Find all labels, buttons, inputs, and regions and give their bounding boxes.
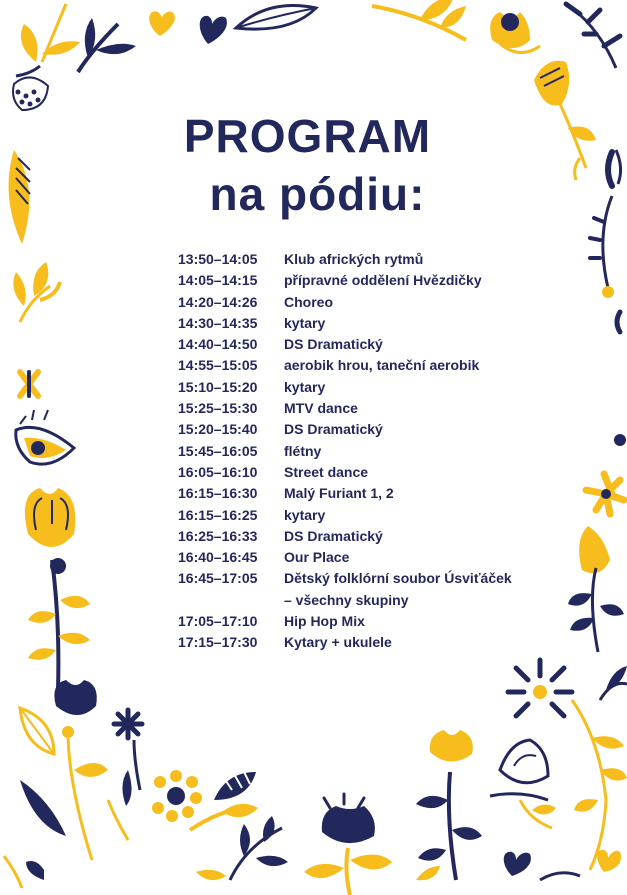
schedule-row	[178, 505, 538, 526]
schedule-act-line: Kytary + ukulele	[284, 634, 392, 651]
schedule-act	[284, 398, 538, 419]
schedule-time: 16:40–16:45	[178, 549, 258, 566]
schedule-act	[284, 334, 538, 355]
schedule-act-line: Dětský folklórní soubor Úsviťáček	[284, 570, 512, 587]
schedule-row	[178, 292, 538, 313]
schedule-act-line: Our Place	[284, 549, 350, 566]
schedule-time: 16:15–16:25	[178, 506, 258, 523]
schedule-time: 17:05–17:10	[178, 613, 258, 630]
schedule-time: 14:20–14:26	[178, 293, 258, 310]
schedule-act-line: – všechny skupiny	[284, 591, 409, 608]
navy-branch-icon	[78, 18, 136, 72]
schedule-act	[284, 505, 538, 526]
schedule-act	[284, 632, 538, 653]
navy-dot-icon	[614, 434, 626, 446]
schedule-row	[178, 568, 538, 611]
schedule-time: 14:40–14:50	[178, 336, 258, 353]
left-small-x-flower-icon	[20, 372, 38, 396]
schedule-row	[178, 249, 538, 270]
schedule-act	[284, 526, 538, 547]
schedule-row	[178, 355, 538, 376]
schedule-act-line: DS Dramatický	[284, 336, 383, 353]
bottom-left-navy-leaf-icon	[4, 780, 66, 888]
schedule-act	[284, 377, 538, 398]
schedule-act	[284, 568, 538, 611]
schedule-act	[284, 419, 538, 440]
schedule-act-line: Klub afrických rytmů	[284, 251, 424, 267]
bottom-left-outline-leaf-icon	[20, 708, 54, 754]
schedule-row	[178, 526, 538, 547]
schedule-row	[178, 377, 538, 398]
bottom-right-starburst-icon	[508, 660, 572, 716]
schedule-time: 16:15–16:30	[178, 485, 258, 502]
bottom-left-navy-branch-icon	[108, 740, 140, 840]
left-large-tulip-icon	[25, 488, 90, 690]
bottom-right-hearts-icon	[416, 850, 621, 880]
schedule-act-line: aerobik hrou, taneční aerobik	[284, 357, 480, 374]
schedule-act	[284, 355, 538, 376]
schedule-row	[178, 398, 538, 419]
bottom-left-small-navy-flower-icon	[114, 710, 142, 738]
schedule-act-line: MTV dance	[284, 400, 358, 417]
schedule-row	[178, 441, 538, 462]
schedule-act-line: Choreo	[284, 293, 333, 310]
schedule-time: 16:25–16:33	[178, 527, 258, 544]
schedule-row	[178, 270, 538, 291]
schedule-time: 13:50–14:05	[178, 251, 258, 267]
schedule-row	[178, 547, 538, 568]
schedule-time: 15:45–16:05	[178, 442, 258, 459]
navy-outline-leaf-icon	[236, 6, 316, 30]
schedule-row	[178, 334, 538, 355]
schedule-act	[284, 547, 538, 568]
schedule-row	[178, 462, 538, 483]
schedule-row	[178, 483, 538, 504]
yellow-heart-icon	[149, 11, 175, 36]
schedule-time: 14:55–15:05	[178, 357, 258, 374]
page-title: PROGRAM	[183, 110, 432, 162]
schedule-row	[178, 632, 538, 653]
schedule-act	[284, 462, 538, 483]
schedule-row	[178, 419, 538, 440]
schedule-act-line: kytary	[284, 378, 326, 395]
top-right-flower-icon	[490, 12, 540, 53]
schedule-time: 15:20–15:40	[178, 421, 258, 438]
schedule-act-line: Street dance	[284, 463, 369, 480]
right-yellow-star-flower-icon	[586, 474, 624, 514]
schedule-act	[284, 611, 538, 632]
schedule-act	[284, 249, 538, 270]
page-subtitle: na pódiu:	[209, 168, 426, 220]
schedule-time: 14:30–14:35	[178, 314, 258, 331]
schedule-row	[178, 313, 538, 334]
left-yellow-sprig-icon	[13, 262, 60, 322]
right-tulip-branch-icon	[568, 526, 624, 652]
bottom-navy-sprig-icon	[196, 816, 288, 880]
schedule-time: 16:05–16:10	[178, 463, 258, 480]
left-eye-flower-icon	[16, 410, 74, 464]
schedule-act	[284, 292, 538, 313]
navy-heart-icon	[200, 16, 227, 44]
schedule-act	[284, 483, 538, 504]
schedule-time: 15:25–15:30	[178, 400, 258, 417]
schedule-act	[284, 270, 538, 291]
program-schedule	[178, 249, 538, 654]
schedule-time: 16:45–17:05	[178, 570, 258, 587]
schedule-act	[284, 313, 538, 334]
top-right-branch-icon	[372, 0, 466, 40]
bottom-right-yellow-branch-icon	[572, 666, 627, 870]
schedule-act-line: kytary	[284, 506, 326, 523]
schedule-act-line: DS Dramatický	[284, 421, 383, 438]
bottom-center-flower-icon	[304, 794, 392, 895]
schedule-act	[284, 441, 538, 462]
schedule-time: 15:10–15:20	[178, 378, 258, 395]
navy-fern-icon	[566, 4, 620, 68]
schedule-time: 14:05–14:15	[178, 272, 258, 289]
bottom-center-ring-flower-icon	[152, 770, 202, 822]
schedule-act-line: flétny	[284, 442, 322, 459]
bottom-right-outline-flower-icon	[490, 740, 556, 828]
schedule-act-line: kytary	[284, 314, 326, 331]
schedule-act-line: Hip Hop Mix	[284, 613, 365, 630]
schedule-row	[178, 611, 538, 632]
top-left-leaf-branch-icon	[13, 4, 80, 110]
schedule-act-line: Malý Furiant 1, 2	[284, 485, 394, 502]
schedule-act-line: DS Dramatický	[284, 527, 383, 544]
schedule-act-line: přípravné oddělení Hvězdičky	[284, 272, 482, 289]
schedule-time: 17:15–17:30	[178, 634, 258, 651]
bottom-right-tulip-icon	[416, 730, 482, 880]
